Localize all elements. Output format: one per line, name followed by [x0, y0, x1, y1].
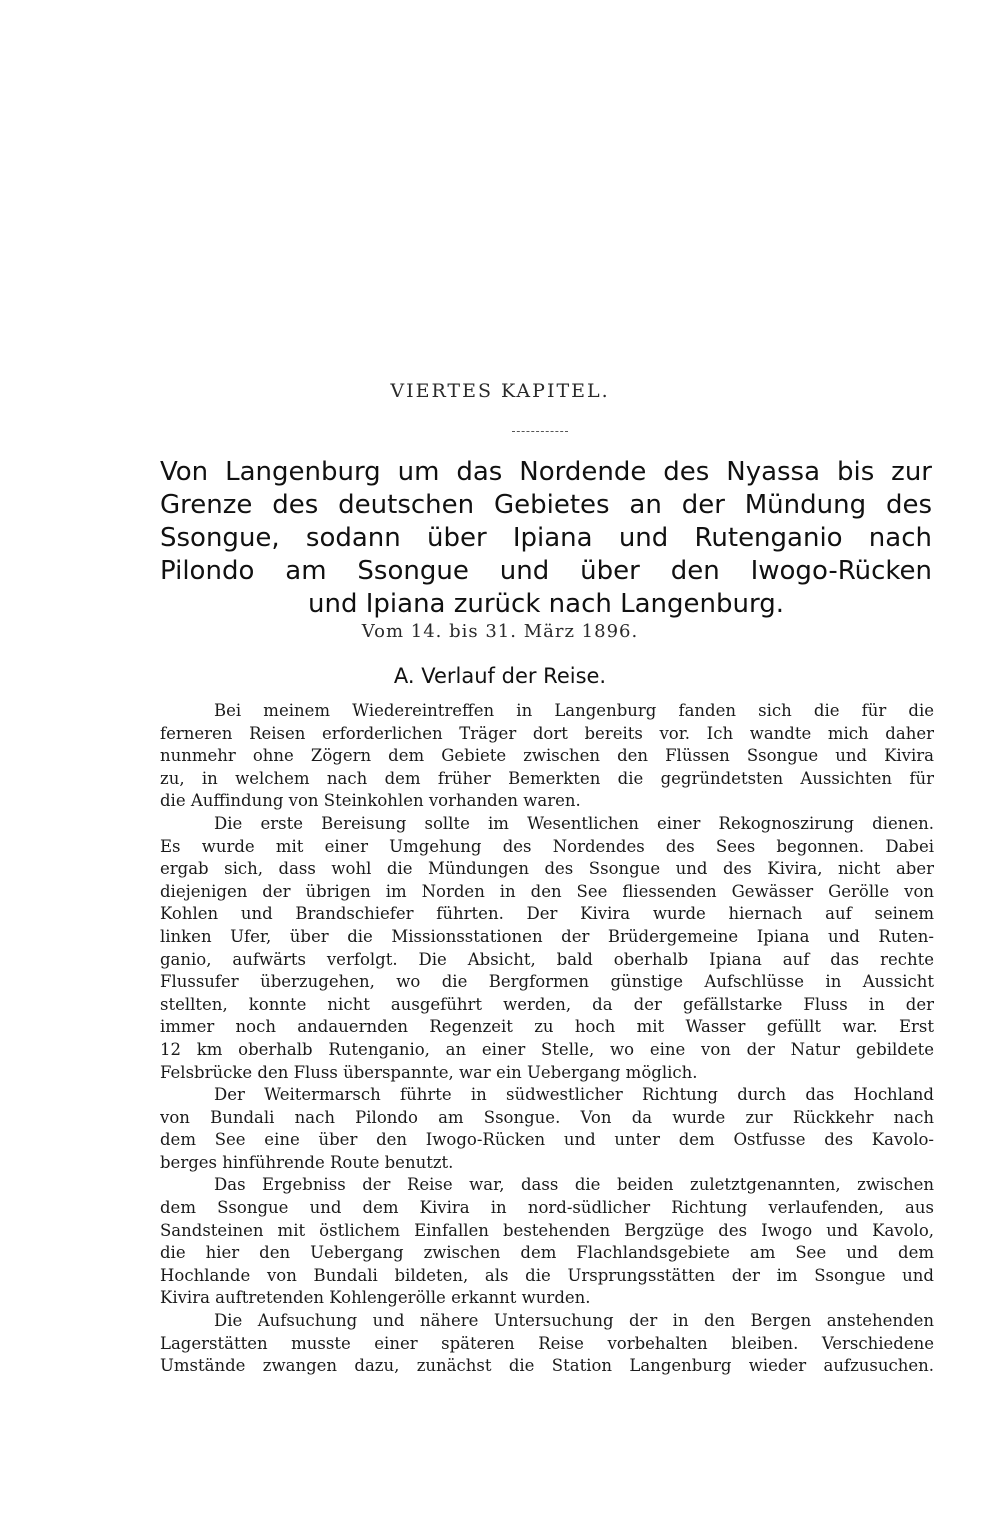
chapter-title: [160, 456, 932, 621]
body-line: zu, in welchem nach dem früher Bemerkten die gegründetsten Aussichten für: [160, 768, 934, 788]
body-line: Flussufer überzugehen, wo die Bergformen günstige Aufschlüsse in Aussicht: [160, 972, 934, 992]
title-line: Von Langenburg um das Nordende des Nyassa bis zur: [160, 457, 932, 487]
body-line: nunmehr ohne Zögern dem Gebiete zwischen den Flüssen Ssongue und Kivira: [160, 746, 934, 766]
body-line: Umstände zwangen dazu, zunächst die Station Langenburg wieder aufzusuchen.: [160, 1356, 934, 1376]
body-line: linken Ufer, über die Missionsstationen der Brüdergemeine Ipiana und Ruten-: [160, 926, 934, 946]
body-line: von Bundali nach Pilondo am Ssongue. Von da wurde zur Rückkehr nach: [160, 1107, 934, 1127]
body-line: immer noch andauernden Regenzeit zu hoch mit Wasser gefüllt war. Erst: [160, 1017, 934, 1037]
title-line: Grenze des deutschen Gebietes an der Mündung des: [160, 490, 932, 520]
date-range: Vom 14. bis 31. März 1896.: [361, 621, 639, 642]
chapter-label: VIERTES KAPITEL.: [390, 380, 610, 402]
body-line: ergab sich, dass wohl die Mündungen des Ssongue und des Kivira, nicht aber: [160, 859, 934, 879]
body-line: Bei meinem Wiedereintreffen in Langenburg fanden sich die für die: [214, 701, 934, 720]
body-line: Sandsteinen mit östlichem Einfallen bestehenden Bergzüge des Iwogo und Kavolo,: [160, 1220, 934, 1240]
body-line: 12 km oberhalb Rutenganio, an einer Stelle, wo eine von der Natur gebildete: [160, 1039, 934, 1059]
title-line: und Ipiana zurück nach Langenburg.: [308, 589, 784, 619]
title-line: Pilondo am Ssongue und über den Iwogo-Rücken: [160, 556, 932, 586]
body-line: Die erste Bereisung sollte im Wesentlichen einer Rekognoszirung dienen.: [214, 813, 934, 833]
body-line: die hier den Uebergang zwischen dem Flachlandsgebiete am See und dem: [160, 1243, 934, 1263]
body-line: Kivira auftretenden Kohlengerölle erkannt wurden.: [160, 1288, 591, 1308]
body-line: dem Ssongue und dem Kivira in nord-südlicher Richtung verlaufenden, aus: [160, 1198, 934, 1218]
body-line: ganio, aufwärts verfolgt. Die Absicht, bald oberhalb Ipiana auf das rechte: [160, 949, 934, 969]
body-line: die Auffindung von Steinkohlen vorhanden waren.: [160, 791, 581, 811]
body-line: stellten, konnte nicht ausgeführt werden, da der gefällstarke Fluss in der: [160, 994, 934, 1014]
body-line: Hochlande von Bundali bildeten, als die Ursprungsstätten der im Ssongue und: [160, 1265, 934, 1285]
body-line: diejenigen der übrigen im Norden in den See fliessenden Gewässer Gerölle von: [160, 881, 934, 901]
decorative-rule: [512, 431, 568, 432]
body-line: Es wurde mit einer Umgehung des Nordendes des Sees begonnen. Dabei: [160, 836, 934, 856]
body-line: dem See eine über den Iwogo-Rücken und unter dem Ostfusse des Kavolo-: [160, 1130, 934, 1150]
body-line: ferneren Reisen erforderlichen Träger dort bereits vor. Ich wandte mich daher: [160, 723, 934, 743]
body-text: [160, 700, 934, 1378]
section-heading: A. Verlauf der Reise.: [393, 664, 607, 688]
body-line: Felsbrücke den Fluss überspannte, war ein Uebergang möglich.: [160, 1062, 698, 1082]
body-line: Der Weitermarsch führte in südwestlicher Richtung durch das Hochland: [214, 1085, 934, 1105]
body-line: Lagerstätten musste einer späteren Reise vorbehalten bleiben. Verschiedene: [160, 1333, 934, 1353]
body-line: Das Ergebniss der Reise war, dass die beiden zuletztgenannten, zwischen: [214, 1175, 934, 1195]
body-line: Kohlen und Brandschiefer führten. Der Kivira wurde hiernach auf seinem: [160, 904, 934, 924]
title-line: Ssongue, sodann über Ipiana und Rutenganio nach: [160, 523, 932, 553]
body-line: Die Aufsuchung und nähere Untersuchung der in den Bergen anstehenden: [214, 1311, 934, 1331]
body-line: berges hinführende Route benutzt.: [160, 1152, 454, 1172]
